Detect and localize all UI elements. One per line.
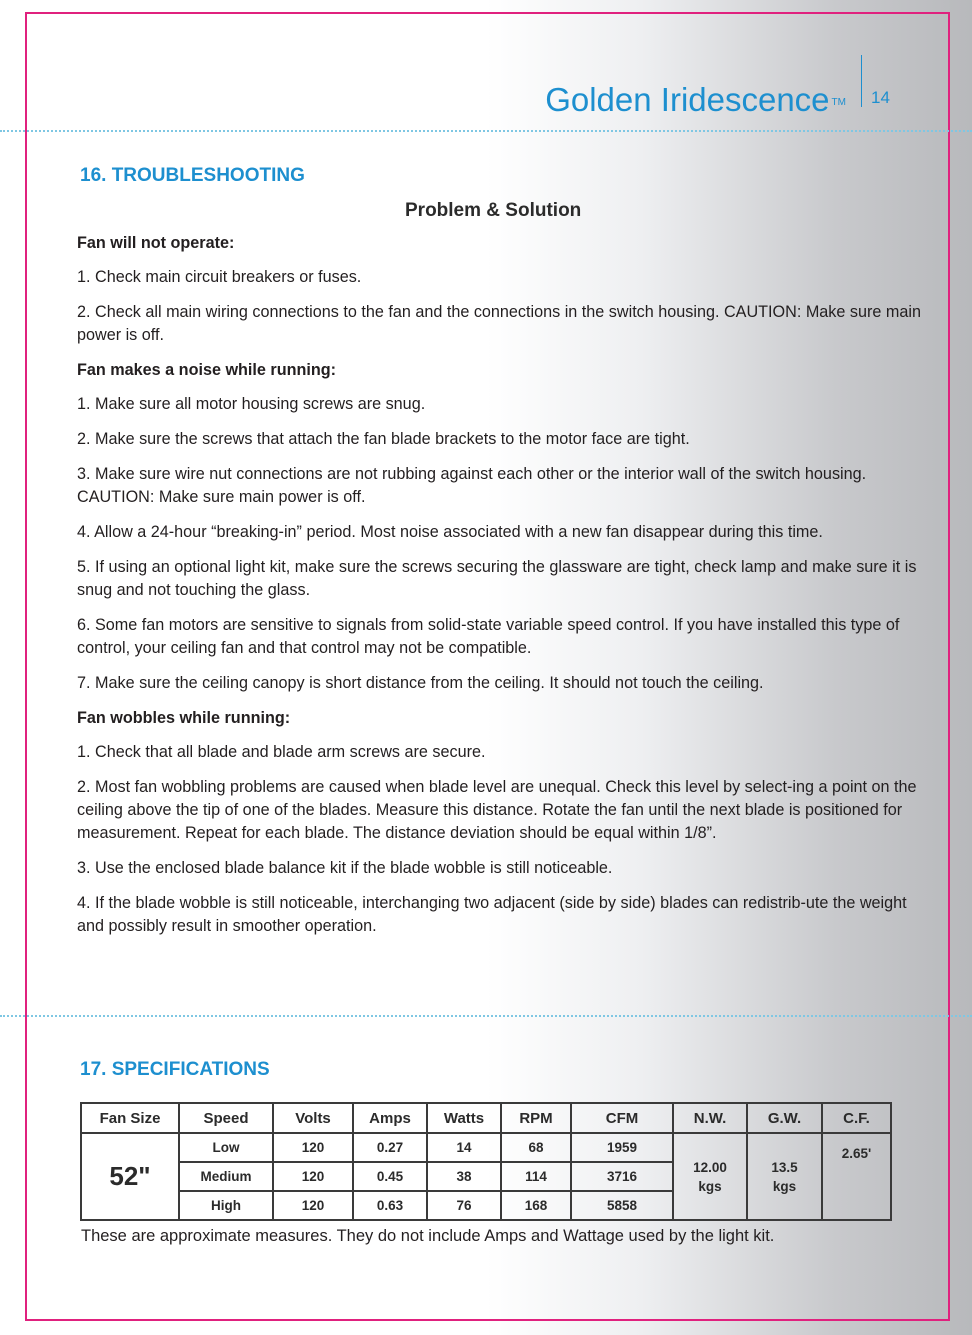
troubleshooting-heading: 16. TROUBLESHOOTING [80, 165, 305, 186]
solution-item: 2. Make sure the screws that attach the fan blade brackets to the motor face are tight. [77, 430, 690, 448]
problem-title: Fan will not operate: [77, 234, 235, 252]
watts-cell: 14 [427, 1133, 501, 1162]
solution-item: 7. Make sure the ceiling canopy is short distance from the ceiling. It should not touch the ceiling. [77, 674, 764, 692]
gross-weight-unit: kgs [772, 1178, 797, 1194]
problem-group [77, 232, 922, 347]
column-header: G.W. [747, 1103, 822, 1133]
solution-item: 1. Make sure all motor housing screws are snug. [77, 395, 426, 413]
solution-item: 2. Check all main wiring connections to the fan and the connections in the switch housing. CAUTION: Make sure main power is off. [77, 303, 921, 344]
volts-cell: 120 [273, 1191, 353, 1220]
solution-item: 1. Check that all blade and blade arm screws are secure. [77, 743, 486, 761]
gross-weight-value: 13.5 [771, 1159, 798, 1175]
cubic-feet-cell: 2.65' [822, 1133, 891, 1220]
rpm-cell: 68 [501, 1133, 571, 1162]
dotted-divider-bottom [0, 1015, 972, 1017]
trademark-mark: TM [831, 97, 846, 108]
column-header: Watts [427, 1103, 501, 1133]
column-header: Amps [353, 1103, 427, 1133]
cfm-cell: 1959 [571, 1133, 673, 1162]
rpm-cell: 114 [501, 1162, 571, 1191]
specifications-table [80, 1102, 892, 1221]
speed-cell: Low [179, 1133, 273, 1162]
cfm-cell: 3716 [571, 1162, 673, 1191]
fan-size-cell: 52" [81, 1133, 179, 1220]
speed-cell: High [179, 1191, 273, 1220]
specifications-note: These are approximate measures. They do not include Amps and Wattage used by the light kit. [81, 1227, 775, 1245]
net-weight-unit: kgs [698, 1178, 722, 1194]
watts-cell: 76 [427, 1191, 501, 1220]
net-weight-cell [673, 1133, 747, 1220]
page-number: 14 [871, 88, 890, 107]
solution-item: 1. Check main circuit breakers or fuses. [77, 268, 362, 286]
amps-cell: 0.27 [353, 1133, 427, 1162]
table-row [81, 1133, 891, 1162]
specifications-heading: 17. SPECIFICATIONS [80, 1059, 270, 1080]
brand-title [545, 80, 846, 123]
amps-cell: 0.63 [353, 1191, 427, 1220]
column-header: Fan Size [81, 1103, 179, 1133]
brand-name: Golden Iridescence [545, 81, 830, 118]
rpm-cell: 168 [501, 1191, 571, 1220]
problem-group [77, 359, 922, 695]
problem-solution-subtitle: Problem & Solution [405, 200, 582, 221]
troubleshooting-content [77, 232, 922, 950]
cfm-cell: 5858 [571, 1191, 673, 1220]
watts-cell: 38 [427, 1162, 501, 1191]
column-header: Speed [179, 1103, 273, 1133]
header-divider [861, 55, 862, 107]
table-header-row [81, 1103, 891, 1133]
solution-item: 4. Allow a 24-hour “breaking-in” period. Most noise associated with a new fan disappear during this time. [77, 523, 823, 541]
solution-item: 4. If the blade wobble is still noticeable, interchanging two adjacent (side by side) blades can redistrib-ute the weight and possibly result in smoother operation. [77, 894, 907, 935]
column-header: Volts [273, 1103, 353, 1133]
volts-cell: 120 [273, 1133, 353, 1162]
column-header: C.F. [822, 1103, 891, 1133]
solution-item: 6. Some fan motors are sensitive to signals from solid-state variable speed control. If you have installed this type of control, your ceiling fan and that control may not be compatible. [77, 616, 900, 657]
solution-item: 2. Most fan wobbling problems are caused when blade level are unequal. Check this level by select-ing a point on the ceiling above the tip of one of the blades. Measure this distance. Rotate the fan until the next blade is positioned for measurement. Repeat for each blade. The distance deviation should be equal within 1/8”. [77, 778, 917, 842]
column-header: CFM [571, 1103, 673, 1133]
net-weight-value: 12.00 [693, 1159, 727, 1175]
column-header: RPM [501, 1103, 571, 1133]
gross-weight-cell [747, 1133, 822, 1220]
problem-group [77, 707, 922, 938]
problem-title: Fan wobbles while running: [77, 709, 291, 727]
solution-item: 3. Make sure wire nut connections are not rubbing against each other or the interior wall of the switch housing. CAUTION: Make sure main power is off. [77, 465, 867, 506]
speed-cell: Medium [179, 1162, 273, 1191]
volts-cell: 120 [273, 1162, 353, 1191]
solution-item: 5. If using an optional light kit, make sure the screws securing the glassware are tight, check lamp and make sure it is snug and not touching the glass. [77, 558, 917, 599]
amps-cell: 0.45 [353, 1162, 427, 1191]
problem-title: Fan makes a noise while running: [77, 361, 337, 379]
column-header: N.W. [673, 1103, 747, 1133]
solution-item: 3. Use the enclosed blade balance kit if the blade wobble is still noticeable. [77, 859, 613, 877]
dotted-divider-top [0, 130, 972, 132]
